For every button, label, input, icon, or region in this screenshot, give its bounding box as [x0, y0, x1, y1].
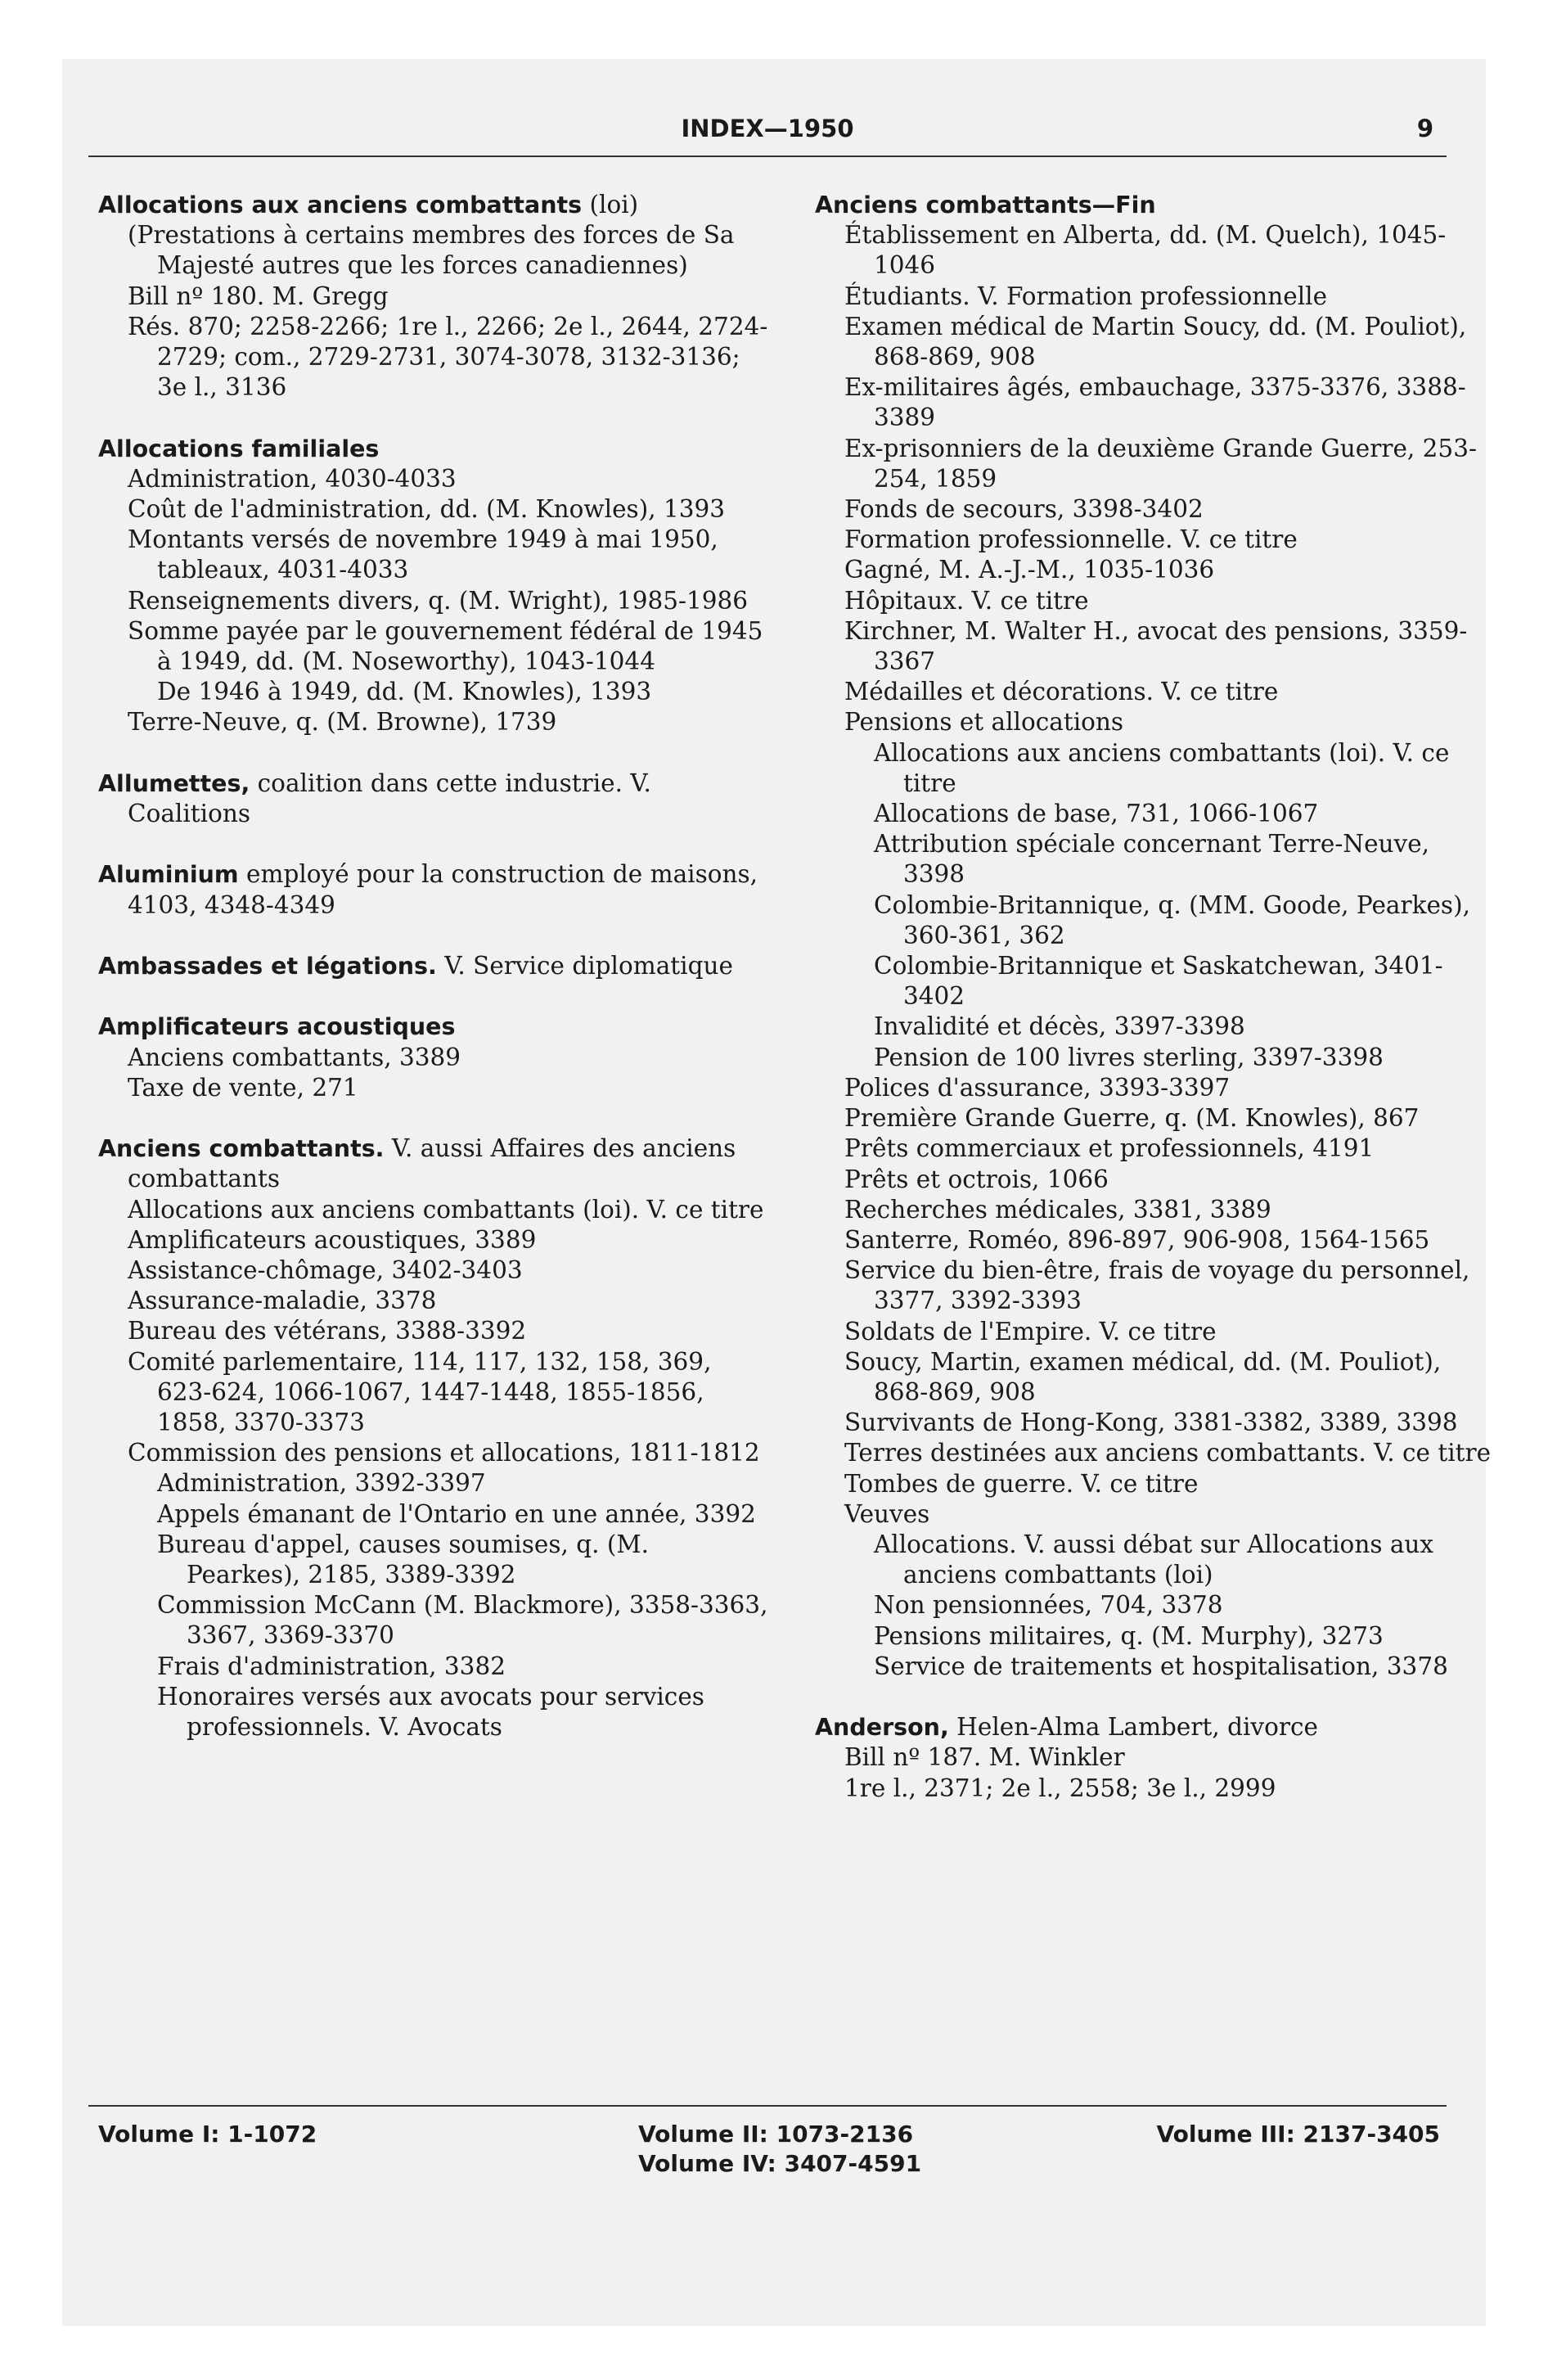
index-entry	[815, 1712, 1494, 1804]
entry-subline: Service du bien-être, frais de voyage du personnel, 3377, 3392-3393	[844, 1256, 1470, 1315]
entry-subline: Comité parlementaire, 114, 117, 132, 158, 369, 623-624, 1066-1067, 1447-1448, 1855-1856, 1858, 3370-3373	[128, 1347, 712, 1437]
entry-heading-line	[98, 951, 769, 981]
entry-heading-rest: (loi)	[582, 191, 639, 219]
entry-subline: Bill nº 180. M. Gregg	[128, 282, 389, 310]
page-sheet	[62, 59, 1492, 2326]
entry-subline: Veuves	[844, 1499, 930, 1528]
header-rule	[88, 156, 1447, 157]
entry-headword: Ambassades et légations.	[98, 953, 437, 980]
entry-subline: Hôpitaux. V. ce titre	[844, 586, 1089, 615]
entry-subline: Commission McCann (M. Blackmore), 3358-3363, 3367, 3369-3370	[157, 1591, 768, 1650]
entry-subline: De 1946 à 1949, dd. (M. Knowles), 1393	[157, 678, 652, 706]
entry-subline: Somme payée par le gouvernement fédéral de 1945 à 1949, dd. (M. Noseworthy), 1043-1044	[128, 616, 763, 676]
entry-heading-line	[815, 1712, 1494, 1742]
entry-subline: Amplificateurs acoustiques, 3389	[128, 1225, 537, 1254]
left-column	[98, 190, 769, 1773]
entry-subline: Bill nº 187. M. Winkler	[844, 1743, 1125, 1772]
footer-rule	[88, 2105, 1447, 2107]
volume-4-range: Volume IV: 3407-4591	[638, 2150, 922, 2177]
entry-subline: Invalidité et décès, 3397-3398	[874, 1012, 1245, 1041]
volume-2-range: Volume II: 1073-2136	[638, 2121, 914, 2148]
entry-subline: Prêts et octrois, 1066	[844, 1165, 1109, 1193]
entry-subline: Établissement en Alberta, dd. (M. Quelch), 1045-1046	[844, 221, 1447, 280]
entry-subline: Allocations. V. aussi débat sur Allocations aux anciens combattants (loi)	[874, 1530, 1434, 1589]
entry-subline: Montants versés de novembre 1949 à mai 1950, tableaux, 4031-4033	[128, 525, 718, 584]
entry-subline: Formation professionnelle. V. ce titre	[844, 525, 1298, 554]
entry-headword: Anciens combattants.	[98, 1135, 385, 1163]
entry-subline: Assurance-maladie, 3378	[128, 1287, 437, 1315]
entry-headword: Amplificateurs acoustiques	[98, 1013, 456, 1041]
entry-heading-rest: V. aussi Affaires des anciens combattants	[128, 1134, 736, 1193]
entry-subline: (Prestations à certains membres des forces de Sa Majesté autres que les forces canadiennes)	[128, 221, 735, 280]
index-entry	[98, 859, 769, 920]
index-entry	[98, 1134, 769, 1742]
entry-subline: Soldats de l'Empire. V. ce titre	[844, 1317, 1217, 1346]
entry-heading-line	[98, 769, 769, 829]
volume-2-4-ranges	[638, 2120, 921, 2179]
entry-subline: Examen médical de Martin Soucy, dd. (M. Pouliot), 868-869, 908	[844, 312, 1467, 372]
entry-subline: Médailles et décorations. V. ce titre	[844, 678, 1279, 706]
entry-headword: Anciens combattants—Fin	[815, 192, 1156, 219]
entry-subline: Tombes de guerre. V. ce titre	[844, 1469, 1199, 1498]
entry-subline: Allocations de base, 731, 1066-1067	[874, 800, 1319, 828]
entry-subline: Terre-Neuve, q. (M. Browne), 1739	[128, 708, 557, 737]
entry-subline: Polices d'assurance, 3393-3397	[844, 1073, 1231, 1102]
entry-subline: Allocations aux anciens combattants (loi). V. ce titre	[874, 738, 1450, 797]
volume-3-range: Volume III: 2137-3405	[1156, 2121, 1440, 2148]
entry-headword: Allocations aux anciens combattants	[98, 192, 583, 219]
entry-heading-rest: Helen-Alma Lambert, divorce	[948, 1713, 1318, 1742]
index-entry	[98, 1012, 769, 1103]
entry-subline: Bureau d'appel, causes soumises, q. (M. Pearkes), 2185, 3389-3392	[157, 1530, 649, 1589]
entry-subline: Prêts commerciaux et professionnels, 4191	[844, 1134, 1375, 1163]
index-entry	[98, 769, 769, 829]
entry-subline: Kirchner, M. Walter H., avocat des pensions, 3359-3367	[844, 616, 1468, 676]
index-entry	[98, 951, 769, 981]
entry-subline: Pensions militaires, q. (M. Murphy), 3273	[874, 1621, 1384, 1650]
entry-subline: Survivants de Hong-Kong, 3381-3382, 3389, 3398	[844, 1409, 1458, 1437]
entry-subline: Ex-prisonniers de la deuxième Grande Guerre, 253-254, 1859	[844, 434, 1477, 493]
entry-subline: Ex-militaires âgés, embauchage, 3375-3376, 3388-3389	[844, 373, 1466, 432]
entry-subline: Étudiants. V. Formation professionnelle	[844, 282, 1328, 310]
running-title: INDEX—1950	[681, 115, 854, 142]
entry-subline: Service de traitements et hospitalisation, 3378	[874, 1652, 1448, 1680]
entry-subline: Honoraires versés aux avocats pour services professionnels. V. Avocats	[157, 1682, 704, 1742]
entry-subline: Anciens combattants, 3389	[128, 1043, 461, 1071]
entry-subline: Renseignements divers, q. (M. Wright), 1985-1986	[128, 586, 749, 615]
entry-subline: Gagné, M. A.-J.-M., 1035-1036	[844, 556, 1215, 584]
entry-subline: Administration, 3392-3397	[157, 1469, 486, 1498]
entry-subline: Terres destinées aux anciens combattants. V. ce titre	[844, 1439, 1492, 1467]
entry-subline: Non pensionnées, 704, 3378	[874, 1591, 1223, 1620]
entry-heading-rest: coalition dans cette industrie. V. Coalitions	[128, 769, 651, 828]
entry-subline: Rés. 870; 2258-2266; 1re l., 2266; 2e l., 2644, 2724-2729; com., 2729-2731, 3074-3078, 3132-3136; 3e l., 3136	[128, 312, 768, 402]
entry-subline: Recherches médicales, 3381, 3389	[844, 1195, 1271, 1224]
entry-subline: Santerre, Roméo, 896-897, 906-908, 1564-1565	[844, 1225, 1430, 1254]
entry-heading-line	[98, 859, 769, 920]
page-number: 9	[1416, 115, 1433, 142]
entry-subline: Appels émanant de l'Ontario en une année, 3392	[157, 1499, 756, 1528]
entry-heading-line	[815, 190, 1494, 220]
entry-subline: Bureau des vétérans, 3388-3392	[128, 1317, 527, 1346]
entry-subline: Frais d'administration, 3382	[157, 1652, 506, 1680]
entry-heading-rest: V. Service diplomatique	[436, 952, 733, 980]
entry-subline: Colombie-Britannique et Saskatchewan, 3401-3402	[874, 952, 1443, 1011]
index-entry	[98, 190, 769, 403]
entry-subline: Pension de 100 livres sterling, 3397-3398	[874, 1043, 1384, 1071]
right-column	[815, 190, 1494, 1834]
entry-heading-line	[98, 1134, 769, 1194]
entry-heading-line	[98, 434, 769, 464]
entry-subline: Soucy, Martin, examen médical, dd. (M. Pouliot), 868-869, 908	[844, 1347, 1442, 1406]
entry-subline: Attribution spéciale concernant Terre-Neuve, 3398	[874, 830, 1430, 889]
entry-subline: Commission des pensions et allocations, 1811-1812	[128, 1439, 760, 1467]
entry-subline: 1re l., 2371; 2e l., 2558; 3e l., 2999	[844, 1774, 1276, 1802]
page-header	[101, 115, 1433, 151]
index-entry	[815, 190, 1494, 1682]
index-entry	[98, 434, 769, 738]
entry-heading-line	[98, 190, 769, 220]
entry-subline: Allocations aux anciens combattants (loi). V. ce titre	[128, 1195, 764, 1224]
entry-subline: Coût de l'administration, dd. (M. Knowles), 1393	[128, 495, 726, 524]
entry-headword: Anderson,	[815, 1714, 949, 1742]
entry-subline: Administration, 4030-4033	[128, 464, 457, 493]
entry-subline: Pensions et allocations	[844, 708, 1124, 737]
entry-headword: Allocations familiales	[98, 435, 380, 462]
entry-subline: Colombie-Britannique, q. (MM. Goode, Pearkes), 360-361, 362	[874, 890, 1470, 949]
entry-headword: Allumettes,	[98, 769, 250, 797]
entry-subline: Fonds de secours, 3398-3402	[844, 495, 1204, 524]
entry-heading-rest: employé pour la construction de maisons, 4103, 4348-4349	[128, 860, 758, 919]
volume-1-range: Volume I: 1-1072	[98, 2121, 317, 2148]
entry-subline: Assistance-chômage, 3402-3403	[128, 1256, 523, 1285]
entry-subline: Première Grande Guerre, q. (M. Knowles), 867	[844, 1104, 1420, 1133]
entry-headword: Aluminium	[98, 861, 239, 889]
entry-heading-line	[98, 1012, 769, 1042]
entry-subline: Taxe de vente, 271	[128, 1073, 358, 1102]
